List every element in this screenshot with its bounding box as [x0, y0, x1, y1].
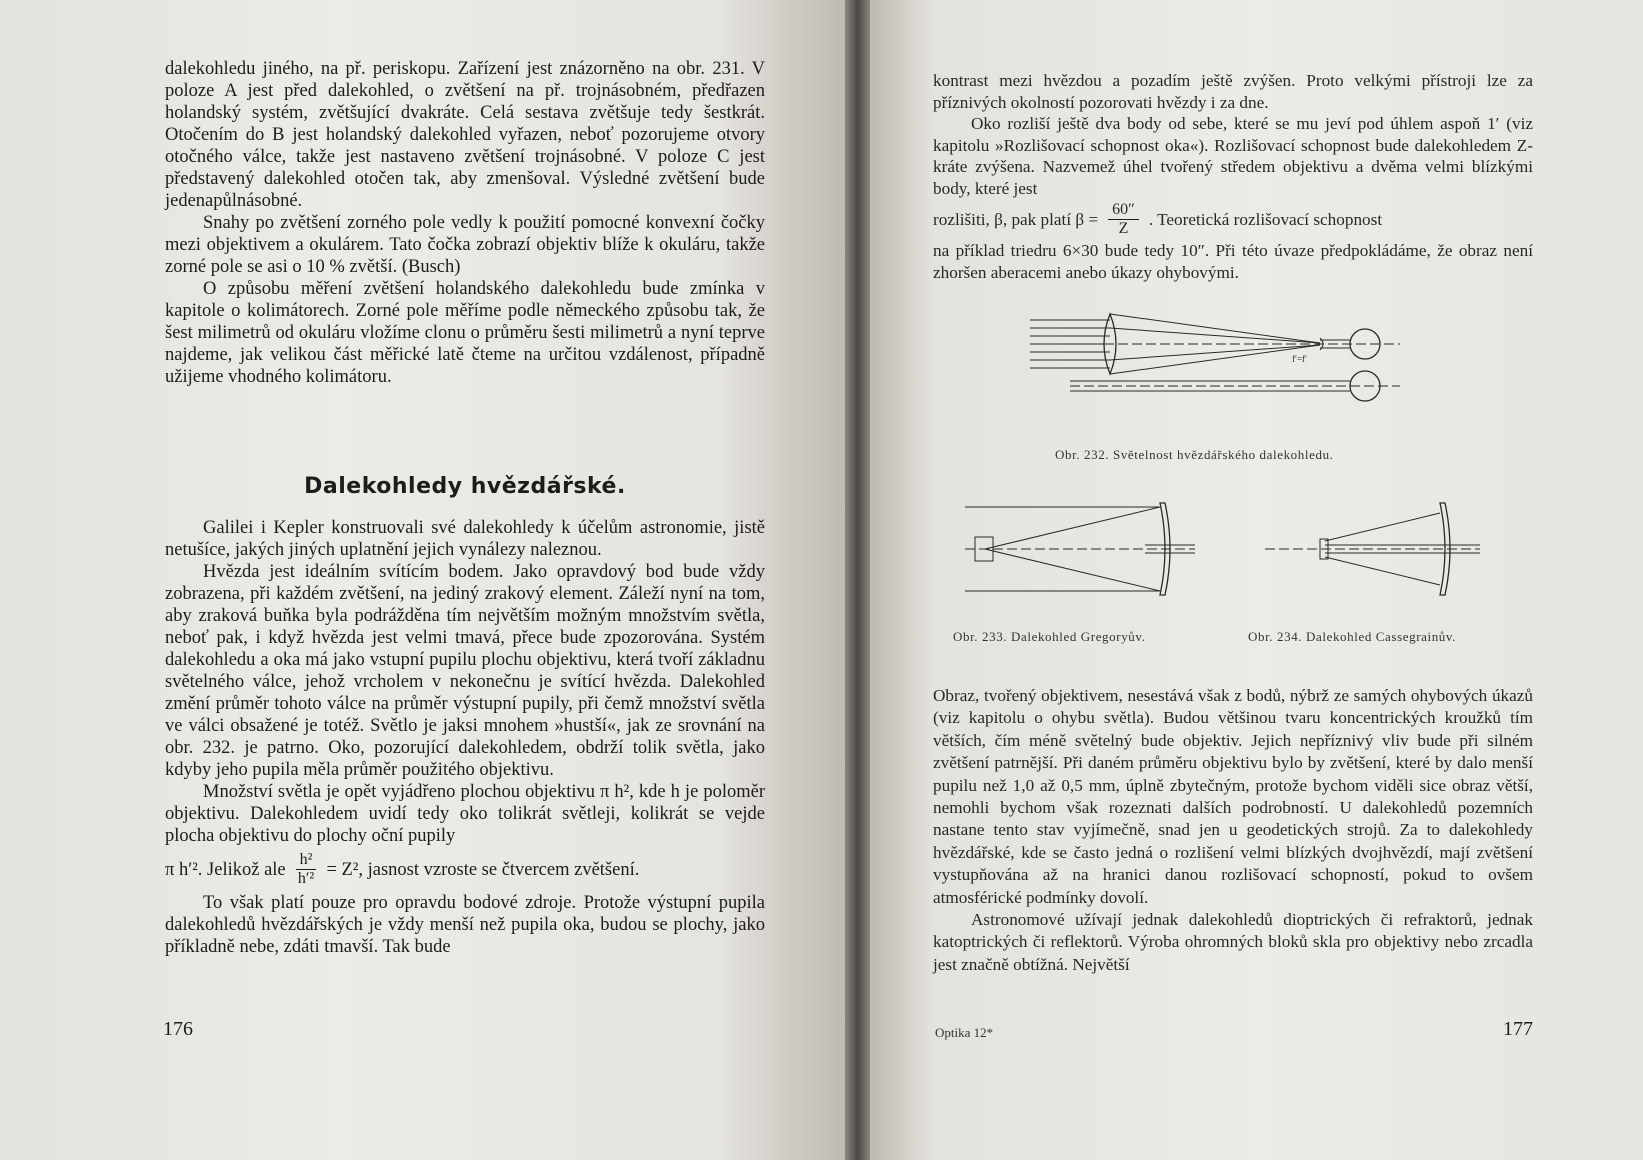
formula-denominator: Z: [1118, 220, 1129, 237]
formula-numerator: 60″: [1108, 201, 1139, 220]
right-text-block-1: [933, 70, 1533, 283]
paragraph: Obraz, tvořený objektivem, nesestává však z bodů, nýbrž ze samých ohybových úkazů (viz kapitolu o ohybu světla). Budou většinou tvaru koncentrických kroužků tím větších, čím méně světelný bude objektiv. Jejich nepříznivý vliv bude při silném zvětšení patrnější. Při daném průměru objektivu bylo by zvětšení, které by dalo menší pupilu než 1,0 až 0,5 mm, úplně zbytečným, protože bychom viděli sice obraz větší, nemohli bychom však rozeznati dalších podrobností. U dalekohledů pozemních nastane tento stav vyjímečně, snad jen u geodetických strojů. Za to dalekohledy hvězdářské, kde se často jedná o rozlišení velmi blízkých dvojhvězdí, mají zvětšení vystupňována až na hranici danou rozlišovací schopností, pokud to ovšem atmosférické podmínky dovolí.: [933, 686, 1533, 907]
figure-233: [965, 495, 1215, 605]
page-number-left: 176: [163, 1018, 193, 1040]
printer-signature: Optika 12*: [935, 1025, 994, 1040]
figure-234: [1265, 495, 1495, 605]
brightness-formula: [165, 851, 765, 888]
formula-fraction: [1108, 201, 1139, 238]
figure-232: [1030, 310, 1460, 420]
caption-232: Obr. 232. Světelnost hvězdářského dalekohledu.: [1055, 447, 1334, 462]
formula-denominator: h′²: [297, 870, 315, 887]
focal-label: f′=f′: [1292, 354, 1308, 364]
right-text-block-2: [933, 685, 1533, 976]
section-heading: Dalekohledy hvězdářské.: [304, 474, 626, 499]
paragraph: Galilei i Kepler konstruovali své dalekohledy k účelům astronomie, jistě netušíce, jakých jiných uplatnění jejich vynálezy naleznou.: [165, 518, 765, 560]
paragraph: To však platí pouze pro opravdu bodové zdroje. Protože výstupní pupila dalekohledů hvězdářských je vždy menší než pupila oka, budou se plochy, jako příkladně nebe, zdáti tmavší. Tak bude: [165, 893, 765, 957]
resolution-formula: [933, 201, 1533, 238]
paragraph: na příklad triedru 6×30 bude tedy 10″. Při této úvaze předpokládáme, že obraz není zhoršen aberacemi anebo úkazy ohybovými.: [933, 241, 1533, 282]
formula-post: . Teoretická rozlišovací schopnost: [1148, 209, 1383, 229]
paragraph: dalekohledu jiného, na př. periskopu. Zařízení jest znázorněno na obr. 231. V poloze A jest před dalekohled, o zvětšení na př. trojnásobném, předřazen holandský systém, zvětšující dvakráte. Celá sestava zvětšuje tedy šestkrát. Otočením do B jest holandský dalekohled vyřazen, neboť pozorujeme otvory otočného válce, takže jest nastaveno zvětšení trojnásobné. V poloze C jest představený dalekohled otočen tak, aby zmenšoval. Výsledné zvětšení bude jedenapůlnásobné.: [165, 59, 765, 211]
paragraph: Astronomové užívají jednak dalekohledů dioptrických či refraktorů, jednak katoptrických či reflektorů. Výroba ohromných bloků skla pro objektivy nebo zrcadla jest značně obtížná. Největší: [933, 910, 1533, 974]
formula-post: = Z², jasnost vzroste se čtvercem zvětšení.: [326, 859, 640, 880]
paragraph: kontrast mezi hvězdou a pozadím ještě zvýšen. Proto velkými přístroji lze za příznivých okolností pozorovati hvězdy i za dne.: [933, 71, 1533, 112]
paragraph: Množství světla je opět vyjádřeno plochou objektivu π h², kde h je poloměr objektivu. Dalekohledem uvidí tedy oko tolikrát světleji, kolikrát se vejde plocha objektivu do plochy oční pupily: [165, 782, 765, 846]
paragraph: O způsobu měření zvětšení holandského dalekohledu bude zmínka v kapitole o kolimátorech. Zorné pole měříme podle německého způsobu tak, že šest milimetrů od okuláru vložíme clonu o průměru šesti milimetrů a nyní teprve najdeme, jak velikou část měřické latě čteme na určitou vzdálenost, případně užijeme vhodného kolimátoru.: [165, 279, 765, 387]
caption-233: Obr. 233. Dalekohled Gregoryův.: [953, 629, 1146, 644]
formula-pre: rozlišiti, β, pak platí β =: [933, 209, 1099, 229]
page-number-right: 177: [1503, 1018, 1533, 1040]
left-text-block-2: [165, 517, 765, 958]
formula-numerator: h²: [296, 851, 317, 870]
caption-234: Obr. 234. Dalekohled Cassegrainův.: [1248, 629, 1457, 644]
left-text-block-1: [165, 58, 765, 388]
book-gutter: [845, 0, 870, 1160]
paragraph: Oko rozliší ještě dva body od sebe, které se mu jeví pod úhlem aspoň 1′ (viz kapitolu »Rozlišovací schopnost oka«). Rozlišovací schopnost bude dalekohledem Z-kráte zvýšena. Nazvemež úhel tvořený středem objektivu a dvěma velmi blízkými body, které jest: [933, 114, 1533, 198]
paragraph: Hvězda jest ideálním svítícím bodem. Jako opravdový bod bude vždy zobrazena, při každém zvětšení, na jediný zrakový element. Záleží nyní na tom, aby zraková buňka byla podrážděna tím největším možným množstvím světla, neboť pak, i když hvězda jest velmi tmavá, přece bude zpozorována. Systém dalekohledu a oka má jako vstupní pupilu plochu objektivu, která tvoří základnu světelného válce, jehož vrcholem v nekonečnu je svítící hvězda. Dalekohled změní průměr tohoto válce na průměr výstupní pupily, při čemž množství světla ve válci obsažené je totéž. Světlo je jaksi mnohem »hustší«, jak ze srovnání na obr. 232. je patrno. Oko, pozorující dalekohledem, obdrží tolik světla, jako kdyby jeho pupila měla průměr použitého objektivu.: [165, 562, 765, 780]
formula-pre: π h′². Jelikož ale: [165, 859, 286, 880]
formula-fraction: [296, 851, 317, 888]
paragraph: Snahy po zvětšení zorného pole vedly k použití pomocné konvexní čočky mezi objektivem a okulárem. Tato čočka zobrazí objektiv blíže k okuláru, takže zorné pole se asi o 10 % zvětší. (Busch): [165, 213, 765, 277]
